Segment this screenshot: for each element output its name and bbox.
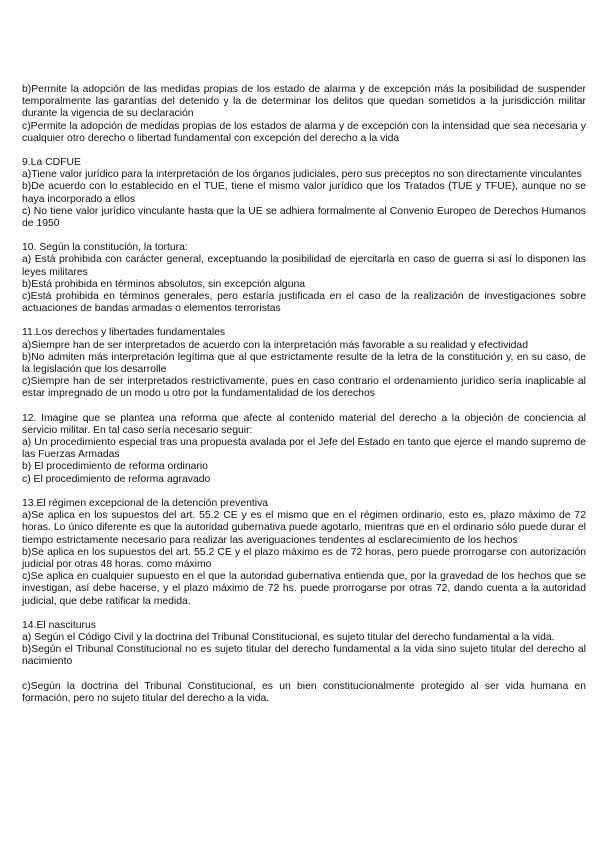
question-title: 14.El nasciturus: [22, 619, 96, 631]
option-a: a) Está prohibida con carácter general, exceptuando la posibilidad de ejercitarla en caso de guerra si así lo disponen las leyes militares: [22, 254, 586, 278]
option-a: a)Tiene valor jurídico para la interpretación de los órganos judiciales, pero sus preceptos no son directamente vinculantes: [22, 169, 582, 181]
option-c: c) No tiene valor jurídico vinculante hasta que la UE se adhiera formalmente al Convenio Europeo de Derechos Humanos de 1950: [22, 205, 586, 230]
option-a: a) Un procedimiento especial tras una propuesta avalada por el Jefe del Estado en tanto que ejerce el mando supremo de las Fuerzas Armadas: [22, 437, 586, 461]
option-b: b)Según el Tribunal Constitucional no es sujeto titular del derecho fundamental a la vida sino sujeto titular del derecho al nacimiento: [22, 644, 586, 668]
question-title: 13.El régimen excepcional de la detención preventiva: [22, 497, 269, 509]
option-b: b)Está prohibida en términos absolutos, sin excepción alguna: [22, 278, 306, 290]
document-page: [22, 84, 586, 705]
option-b: b)Permite la adopción de las medidas propias de los estado de alarma y de excepción más la posibilidad de suspender temporalmente las garantías del detenido y la de determinar los delitos que quedan sometidos a la jurisdicción militar durante la vigencia de su declaración: [22, 84, 586, 120]
option-c: c) El procedimiento de reforma agravado: [22, 473, 211, 485]
option-c: c)Se aplica en cualquier supuesto en el que la autoridad gubernativa entienda que, por la gravedad de los hechos que se investigan, así debe hacerse, y el plazo máximo de 72 hs. puede prorrogarse por otras 72, dando cuenta a la autoridad judicial, que debe ratificar la medida.: [22, 571, 586, 607]
option-b: b)No admiten más interpretación legítima que al que estrictamente resulte de la letra de la constitución y, en su caso, de la legislación que los desarrolle: [22, 351, 586, 376]
question-title: 12. Imagine que se plantea una reforma que afecte al contenido material del derecho a la objeción de conciencia al servicio militar. En tal caso sería necesario seguir:: [22, 412, 586, 436]
option-a: a)Se aplica en los supuestos del art. 55.2 CE y es el mismo que en el régimen ordinario, esto es, plazo máximo de 72 horas. Lo único diferente es que la autoridad gubernativa puede agotarlo, mientras que en el ordinario sólo puede durar el tiempo estrictamente necesario para realizar las averiguaciones tendentes al esclarecimiento de los hechos: [22, 510, 586, 546]
option-c: c)Según la doctrina del Tribunal Constitucional, es un bien constitucionalmente protegido al ser vida humana en formación, pero no sujeto titular del derecho a la vida.: [22, 680, 586, 704]
option-c: c)Está prohibida en términos generales, pero estaría justificada en el caso de la realización de investigaciones sobre actuaciones de bandas armadas o elementos terroristas: [22, 291, 586, 315]
question-10: [22, 242, 586, 315]
question-13: [22, 498, 586, 608]
question-12: [22, 413, 586, 486]
option-b: b) El procedimiento de reforma ordinario: [22, 461, 208, 473]
option-b: b)Se aplica en los supuestos del art. 55.2 CE y el plazo máximo es de 72 horas, pero puede prorrogarse con autorización judicial por otras 48 horas. como máximo: [22, 546, 586, 570]
option-b: b)De acuerdo con lo establecido en el TUE, tiene el mismo valor jurídico que los Tratados (TUE y TFUE), aunque no se haya incorporado a ellos: [22, 181, 586, 205]
question-11: [22, 327, 586, 400]
question-9: [22, 157, 586, 230]
option-c: c)Siempre han de ser interpretados restrictivamente, pues en caso contrario el ordenamiento jurídico sería inaplicable al estar impregnado de un modo u otro por la fundamentalidad de los derechos: [22, 376, 586, 400]
question-title: 11.Los derechos y libertades fundamentales: [22, 327, 226, 339]
question-title: 9.La CDFUE: [22, 157, 81, 169]
question-title: 10. Según la constitución, la tortura:: [22, 242, 188, 254]
option-c: c)Permite la adopción de medidas propias de los estados de alarma y de excepción con la intensidad que sea necesaria y cualquier otro derecho o libertad fundamental con excepción del derecho a la vida: [22, 120, 586, 144]
option-a: a)Siempre han de ser interpretados de acuerdo con la interpretación más favorable a su realidad y efectividad: [22, 339, 528, 351]
previous-question-options: [22, 84, 586, 145]
option-a: a) Según el Código Civil y la doctrina del Tribunal Constitucional, es sujeto titular del derecho fundamental a la vida.: [22, 631, 555, 643]
question-14: [22, 620, 586, 705]
